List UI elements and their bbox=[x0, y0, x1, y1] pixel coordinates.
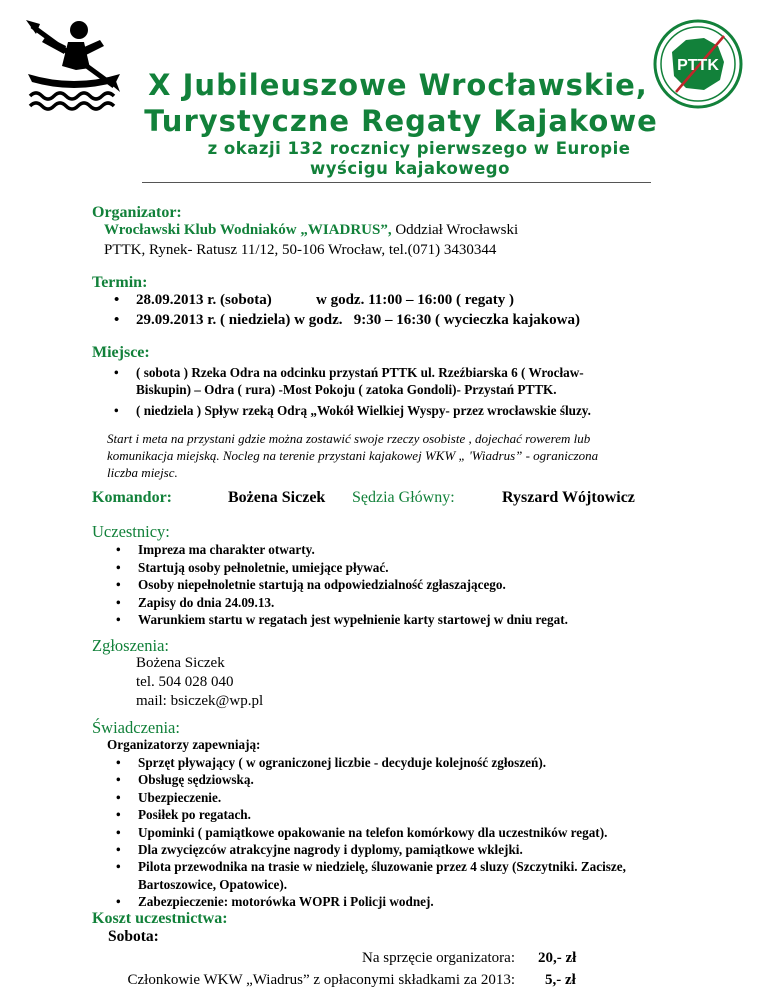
date-item-1: • 28.09.2013 r. (sobota) w godz. 11:00 – 16:00 ( regaty ) bbox=[136, 292, 580, 312]
place-item-2: • ( niedziela ) Spływ rzeką Odrą „Wokół Wielkiej Wyspy- przez wrocławskie śluzy. bbox=[136, 402, 591, 419]
benefit-item-pilot: • Pilota przewodnika na trasie w niedzielę, śluzowanie przez 4 sluzy (Szczytniki. Zacisze, Bartoszowice, Opatowice). bbox=[138, 858, 626, 893]
participant-item: • Impreza ma charakter otwarty. bbox=[138, 541, 568, 559]
participant-item: • Warunkiem startu w regatach jest wypełnienie karty startowej w dniu regat. bbox=[138, 611, 568, 629]
benefit-item: • Zabezpieczenie: motorówka WOPR i Policji wodnej. bbox=[138, 893, 626, 910]
subtitle-line-2: wyścigu kajakowego bbox=[310, 159, 510, 178]
participants-heading: Uczestnicy: bbox=[92, 522, 170, 541]
commander-name: Bożena Siczek bbox=[228, 489, 326, 506]
registration-heading: Zgłoszenia: bbox=[92, 636, 169, 655]
organizer-heading: Organizator: bbox=[92, 204, 182, 221]
dates-heading: Termin: bbox=[92, 274, 148, 291]
subtitle-line-1: z okazji 132 rocznicy pierwszego w Europie bbox=[207, 139, 631, 158]
judge-name: Ryszard Wójtowicz bbox=[502, 489, 635, 506]
participants-list bbox=[138, 541, 568, 629]
benefits-list bbox=[138, 754, 626, 911]
cost-row-1-price: 20,- zł bbox=[538, 950, 577, 966]
registration-contact bbox=[136, 654, 263, 711]
organizer-address: PTTK, Rynek- Ratusz 11/12, 50-106 Wrocław, tel.(071) 3430344 bbox=[104, 242, 497, 258]
dates-list bbox=[136, 292, 580, 332]
participant-item: • Osoby niepełnoletnie startują na odpowiedzialność zgłaszającego. bbox=[138, 576, 568, 594]
cost-row-2-price: 5,- zł bbox=[545, 972, 576, 988]
registration-name: Bożena Siczek bbox=[136, 655, 225, 671]
title-line-1: X Jubileuszowe Wrocławskie, bbox=[148, 68, 648, 102]
registration-phone: tel. 504 028 040 bbox=[136, 674, 234, 690]
benefit-item: • Upominki ( pamiątkowe opakowanie na telefon komórkowy dla uczestników regat). bbox=[138, 824, 626, 841]
registration-mail: mail: bsiczek@wp.pl bbox=[136, 693, 264, 709]
place-note: Start i meta na przystani gdzie można zostawić swoje rzeczy osobiste , dojechać rowerem lub komunikacja miejską. Nocleg na terenie przystani kajakowej WKW „ 'Wiadrus” - ograniczona liczba miejsc. bbox=[107, 431, 599, 480]
participant-item: • Startują osoby pełnoletnie, umiejące pływać. bbox=[138, 559, 568, 577]
participant-item: • Zapisy do dnia 24.09.13. bbox=[138, 594, 568, 612]
organizer-club: Wrocławski Klub Wodniaków „WIADRUS”, Oddział Wrocławski bbox=[104, 222, 519, 238]
svg-text:PTTK: PTTK bbox=[677, 57, 719, 74]
cost-row-2-label: Członkowie WKW „Wiadrus” z opłaconymi składkami za 2013: bbox=[127, 972, 515, 988]
benefit-item: • Sprzęt pływający ( w ograniczonej liczbie - decyduje kolejność zgłoszeń). bbox=[138, 754, 626, 771]
benefit-item: • Obsługę sędziowską. bbox=[138, 771, 626, 788]
commander-label: Komandor: bbox=[92, 489, 172, 506]
judge-label: Sędzia Główny: bbox=[352, 489, 455, 506]
cost-saturday: Sobota: bbox=[108, 928, 159, 945]
benefits-intro: Organizatorzy zapewniają: bbox=[107, 737, 261, 752]
benefit-item: • Posiłek po regatach. bbox=[138, 806, 626, 823]
place-list bbox=[136, 364, 591, 419]
place-item-1: • ( sobota ) Rzeka Odra na odcinku przystań PTTK ul. Rzeźbiarska 6 ( Wrocław- Biskupin) – Odra ( rura) -Most Pokoju ( zatoka Gondoli)- Przystań PTTK. bbox=[136, 364, 591, 398]
benefits-heading: Świadczenia: bbox=[92, 718, 180, 737]
benefit-item: • Dla zwycięzców atrakcyjne nagrody i dyplomy, pamiątkowe wklejki. bbox=[138, 841, 626, 858]
title-line-2: Turystyczne Regaty Kajakowe bbox=[144, 104, 658, 138]
cost-heading: Koszt uczestnictwa: bbox=[92, 910, 228, 927]
place-heading: Miejsce: bbox=[92, 344, 150, 361]
cost-row-1-label: Na sprzęcie organizatora: bbox=[362, 950, 515, 966]
benefit-item: • Ubezpieczenie. bbox=[138, 789, 626, 806]
title-divider bbox=[142, 182, 651, 183]
date-item-2: • 29.09.2013 r. ( niedziela) w godz. 9:30 – 16:30 ( wycieczka kajakowa) bbox=[136, 312, 580, 332]
